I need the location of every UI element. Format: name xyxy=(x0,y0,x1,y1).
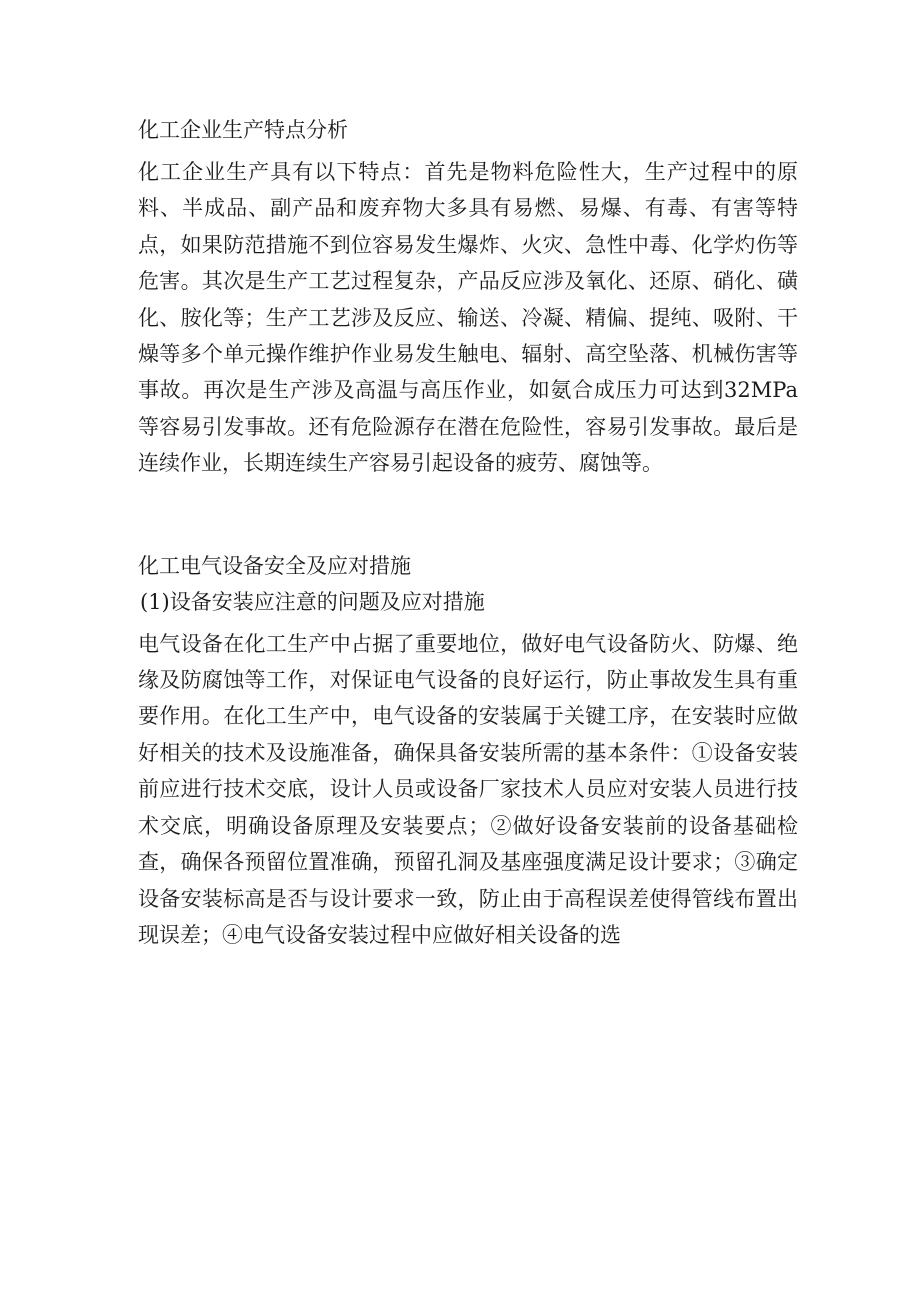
subsection-number: (1) xyxy=(140,589,170,614)
paragraph-installation-measures: 电气设备在化工生产中占据了重要地位，做好电气设备防火、防爆、绝缘及防腐蚀等工作，对保证电气设备的良好运行，防止事故发生具有重要作用。在化工生产中，电气设备的安装属于关键工序，在安装时应做好相关的技术及设施准备，确保具备安装所需的基本条件：①设备安装前应进行技术交底，设计人员或设备厂家技术人员应对安装人员进行技术交底，明确设备原理及安装要点；②做好设备安装前的设备基础检查，确保各预留位置准确，预留孔洞及基座强度满足设计要求；③确定设备安装标高是否与设计要求一致，防止由于高程误差使得管线布置出现误差；④电气设备安装过程中应做好相关设备的选 xyxy=(138,631,798,947)
subsection-title-text: 设备安装应注意的问题及应对措施 xyxy=(169,589,485,614)
section-title-electrical-safety: 化工电气设备安全及应对措施 xyxy=(138,553,411,578)
paragraph-production-characteristics: 化工企业生产具有以下特点：首先是物料危险性大，生产过程中的原料、半成品、副产品和废弃物大多具有易燃、易爆、有毒、有害等特点，如果防范措施不到位容易发生爆炸、火灾、急性中毒、化学灼伤等危害。其次是生产工艺过程复杂，产品反应涉及氧化、还原、硝化、磺化、胺化等；生产工艺涉及反应、输送、冷凝、精偏、提纯、吸附、干燥等多个单元操作维护作业易发生触电、辐射、高空坠落、机械伤害等事故。再次是生产涉及高温与高压作业，如氨合成压力可达到32MPa等容易引发事故。还有危险源存在潜在危险性，容易引发事故。最后是连续作业，长期连续生产容易引起设备的疲劳、腐蚀等。 xyxy=(138,160,798,476)
subsection-title-installation xyxy=(138,584,798,620)
section-title-production-characteristics: 化工企业生产特点分析 xyxy=(138,118,348,142)
section-spacer xyxy=(138,482,798,548)
document-content xyxy=(138,112,798,953)
